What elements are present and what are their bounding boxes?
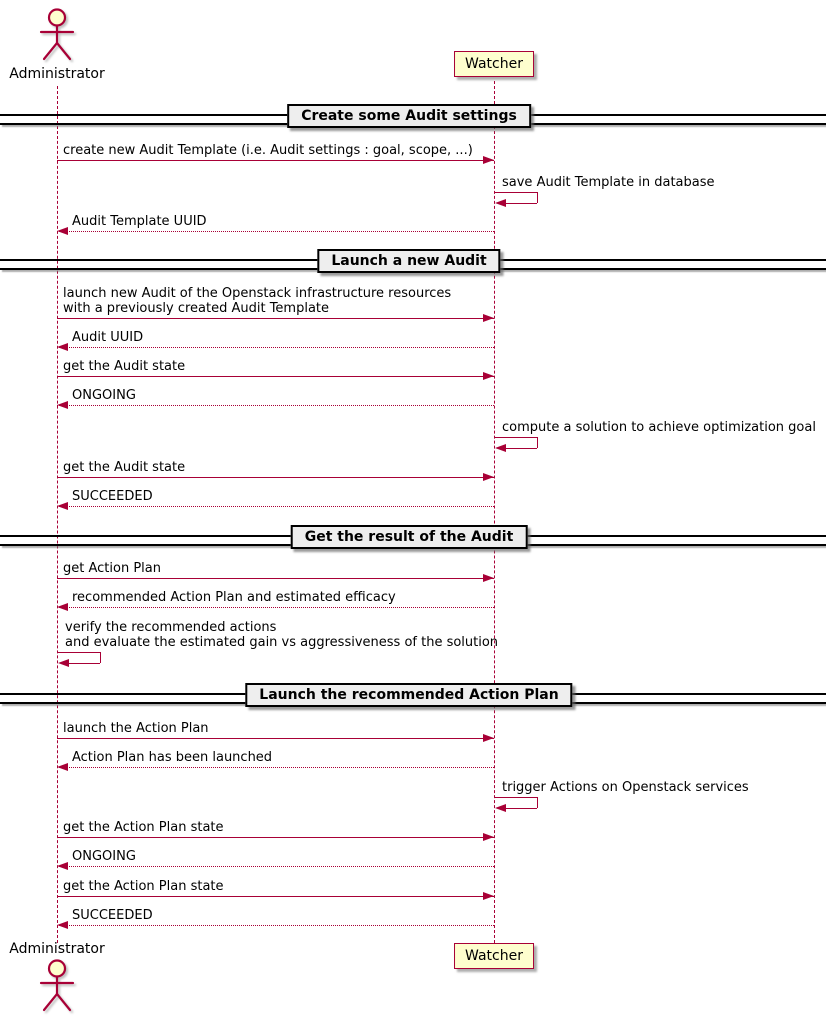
message-line xyxy=(57,738,494,739)
message-label: get the Action Plan state xyxy=(63,820,224,835)
message-arrowhead xyxy=(57,862,68,870)
self-message-arrowhead xyxy=(495,199,506,207)
message-line xyxy=(57,578,494,579)
participant-watcher-label-top: Watcher xyxy=(465,56,523,72)
lifeline-administrator xyxy=(57,86,58,943)
divider-label: Launch a new Audit xyxy=(317,249,500,273)
message-label: Audit Template UUID xyxy=(72,214,207,229)
message-arrowhead xyxy=(483,156,494,164)
self-message-line xyxy=(537,437,538,448)
participant-watcher-bottom xyxy=(454,943,534,969)
message-arrowhead xyxy=(57,401,68,409)
lifeline-watcher xyxy=(494,81,495,943)
self-message-arrowhead xyxy=(495,804,506,812)
message-line xyxy=(57,767,494,768)
self-message-label: and evaluate the estimated gain vs aggressiveness of the solution xyxy=(65,635,499,650)
self-message-label: compute a solution to achieve optimization goal xyxy=(502,420,816,435)
message-arrowhead xyxy=(483,314,494,322)
message-label: ONGOING xyxy=(72,388,136,403)
divider-label: Get the result of the Audit xyxy=(291,525,528,549)
participant-watcher-top xyxy=(454,51,534,77)
message-label: SUCCEEDED xyxy=(72,908,153,923)
message-arrowhead xyxy=(483,833,494,841)
self-message-line xyxy=(494,192,537,193)
message-line xyxy=(57,477,494,478)
actor-administrator-label-bottom: Administrator xyxy=(9,941,105,957)
message-line xyxy=(57,405,494,406)
message-label: SUCCEEDED xyxy=(72,489,153,504)
self-message-label: save Audit Template in database xyxy=(502,175,715,190)
self-message-line xyxy=(505,203,537,204)
message-label: get the Action Plan state xyxy=(63,879,224,894)
self-message-line xyxy=(537,797,538,808)
message-label: ONGOING xyxy=(72,849,136,864)
self-message-line xyxy=(505,808,537,809)
message-line xyxy=(57,376,494,377)
message-arrowhead xyxy=(57,603,68,611)
self-message-arrowhead xyxy=(495,444,506,452)
message-label: recommended Action Plan and estimated efficacy xyxy=(72,590,396,605)
message-line xyxy=(57,231,494,232)
message-line xyxy=(57,837,494,838)
message-arrowhead xyxy=(483,734,494,742)
message-arrowhead xyxy=(57,921,68,929)
actor-administrator-label-top: Administrator xyxy=(9,66,105,82)
message-line xyxy=(57,925,494,926)
message-label: Audit UUID xyxy=(72,330,144,345)
divider-label: Launch the recommended Action Plan xyxy=(245,683,572,707)
message-label: with a previously created Audit Template xyxy=(63,301,330,316)
self-message-arrowhead xyxy=(58,659,69,667)
message-line xyxy=(57,506,494,507)
message-arrowhead xyxy=(57,343,68,351)
message-arrowhead xyxy=(57,763,68,771)
message-label: Action Plan has been launched xyxy=(72,750,273,765)
self-message-label: verify the recommended actions xyxy=(65,620,277,635)
message-arrowhead xyxy=(483,473,494,481)
message-label: launch new Audit of the Openstack infrastructure resources xyxy=(63,286,452,301)
message-arrowhead xyxy=(483,372,494,380)
message-line xyxy=(57,866,494,867)
self-message-line xyxy=(537,192,538,203)
message-arrowhead xyxy=(483,574,494,582)
self-message-line xyxy=(57,652,100,653)
actor-icon xyxy=(37,959,77,1013)
message-label: get the Audit state xyxy=(63,460,186,475)
message-label: get Action Plan xyxy=(63,561,161,576)
message-line xyxy=(57,318,494,319)
message-label: create new Audit Template (i.e. Audit settings : goal, scope, ...) xyxy=(63,143,473,158)
divider-label: Create some Audit settings xyxy=(287,104,531,128)
message-label: launch the Action Plan xyxy=(63,721,209,736)
self-message-label: trigger Actions on Openstack services xyxy=(502,780,749,795)
message-arrowhead xyxy=(57,502,68,510)
message-arrowhead xyxy=(57,227,68,235)
self-message-line xyxy=(100,652,101,663)
participant-watcher-label-bottom: Watcher xyxy=(465,948,523,964)
message-line xyxy=(57,347,494,348)
message-line xyxy=(57,896,494,897)
self-message-line xyxy=(68,663,100,664)
self-message-line xyxy=(494,797,537,798)
self-message-line xyxy=(494,437,537,438)
self-message-line xyxy=(505,448,537,449)
message-line xyxy=(57,607,494,608)
actor-icon xyxy=(37,8,77,62)
message-arrowhead xyxy=(483,892,494,900)
message-line xyxy=(57,160,494,161)
message-label: get the Audit state xyxy=(63,359,186,374)
